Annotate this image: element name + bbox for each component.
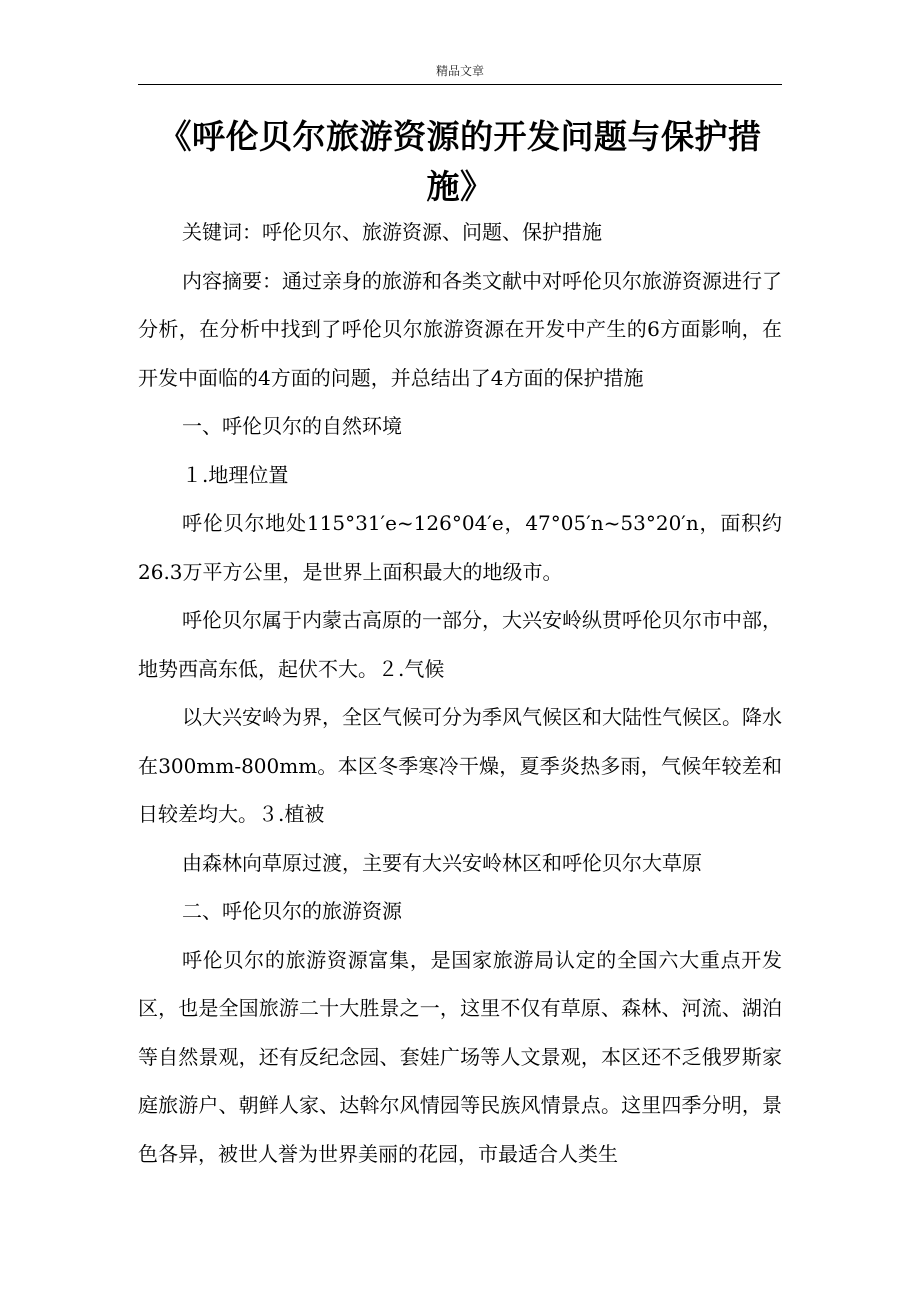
section-heading-tourism-resources: 二、呼伦贝尔的旅游资源	[182, 899, 402, 923]
tourism-resources-paragraph: 呼伦贝尔的旅游资源富集，是国家旅游局认定的全国六大重点开发区，也是全国旅游二十大胜景之一，这里不仅有草原、森林、河流、湖泊等自然景观，还有反纪念园、套娃广场等人文景观，本区还不乏俄罗斯家庭旅游户、朝鲜人家、达斡尔风情园等民族风情景点。这里四季分明，景色各异，被世人誉为世界美丽的花园，市最适合人类生	[138, 947, 782, 1166]
section-heading-natural-environment: 一、呼伦贝尔的自然环境	[182, 414, 402, 438]
keywords-paragraph: 关键词：呼伦贝尔、旅游资源、问题、保护措施	[182, 220, 602, 244]
abstract-paragraph: 内容摘要：通过亲身的旅游和各类文献中对呼伦贝尔旅游资源进行了分析，在分析中找到了呼伦贝尔旅游资源在开发中产生的6方面影响，在开发中面临的4方面的问题，并总结出了4方面的保护措施	[138, 268, 782, 390]
vegetation-paragraph: 由森林向草原过渡，主要有大兴安岭林区和呼伦贝尔大草原	[182, 850, 702, 875]
page-header: 精品文章	[435, 64, 484, 78]
document-body	[138, 208, 782, 1178]
document-title: 《呼伦贝尔旅游资源的开发问题与保护措施》	[158, 117, 762, 206]
location-paragraph: 呼伦贝尔地处115°31′e~126°04′e，47°05′n~53°20′n，面积约26.3万平方公里，是世界上面积最大的地级市。	[138, 511, 782, 584]
terrain-paragraph: 呼伦贝尔属于内蒙古高原的一部分，大兴安岭纵贯呼伦贝尔市中部，地势西高东低，起伏不大。２.气候	[138, 608, 782, 681]
header-divider	[138, 84, 782, 85]
climate-paragraph: 以大兴安岭为界，全区气候可分为季风气候区和大陆性气候区。降水在300mm-800mm。本区冬季寒冷干燥，夏季炎热多雨，气候年较差和日较差均大。３.植被	[138, 705, 782, 826]
subheading-geographic-location: １.地理位置	[182, 462, 289, 487]
